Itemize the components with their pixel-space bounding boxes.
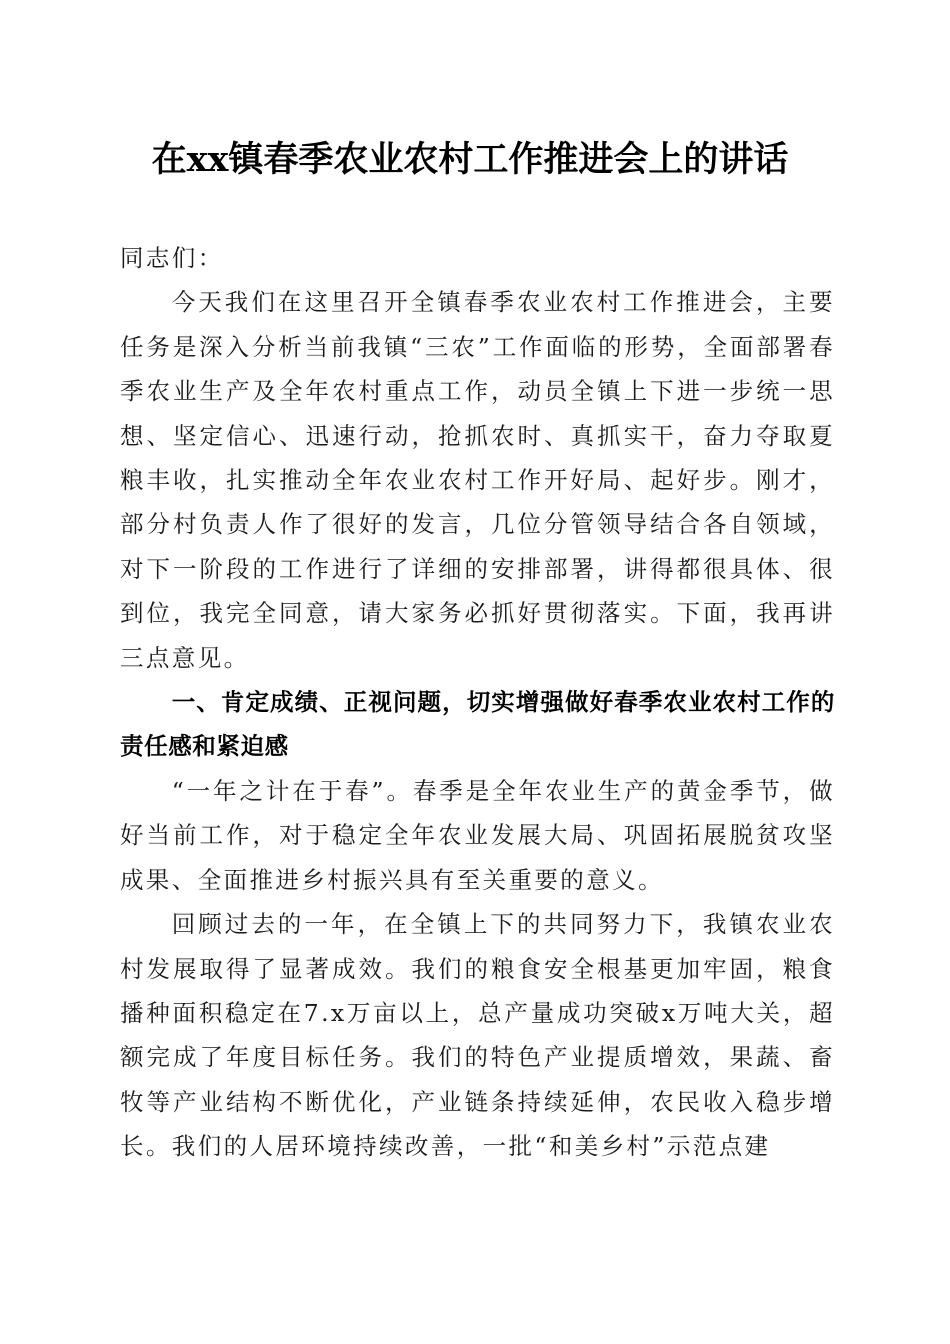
document-title: 在xx镇春季农业农村工作推进会上的讲话: [151, 139, 789, 180]
document-body: [120, 236, 835, 1169]
section-heading: 一、肯定成绩、正视问题，切实增强做好春季农业农村工作的责任感和紧迫感: [120, 688, 835, 761]
salutation: 同志们：: [120, 244, 224, 272]
section-paragraph: “一年之计在于春”。春季是全年农业生产的黄金季节，做好当前工作，对于稳定全年农业发展大局、巩固拓展脱贫攻坚成果、全面推进乡村振兴具有至关重要的意义。: [120, 776, 835, 894]
section-paragraph: 回顾过去的一年，在全镇上下的共同努力下，我镇农业农村发展取得了显著成效。我们的粮食安全根基更加牢固，粮食播种面积稳定在7.x万亩以上，总产量成功突破x万吨大关，超额完成了年度目标任务。我们的特色产业提质增效，果蔬、畜牧等产业结构不断优化，产业链条持续延伸，农民收入稳步增长。我们的人居环境持续改善，一批“和美乡村”示范点建: [120, 910, 835, 1161]
intro-paragraph: 今天我们在这里召开全镇春季农业农村工作推进会，主要任务是深入分析当前我镇“三农”工作面临的形势，全面部署春季农业生产及全年农村重点工作，动员全镇上下进一步统一思想、坚定信心、迅速行动，抢抓农时、真抓实干，奋力夺取夏粮丰收，扎实推动全年农业农村工作开好局、起好步。刚才，部分村负责人作了很好的发言，几位分管领导结合各自领域，对下一阶段的工作进行了详细的安排部署，讲得都很具体、很到位，我完全同意，请大家务必抓好贯彻落实。下面，我再讲三点意见。: [120, 288, 835, 672]
